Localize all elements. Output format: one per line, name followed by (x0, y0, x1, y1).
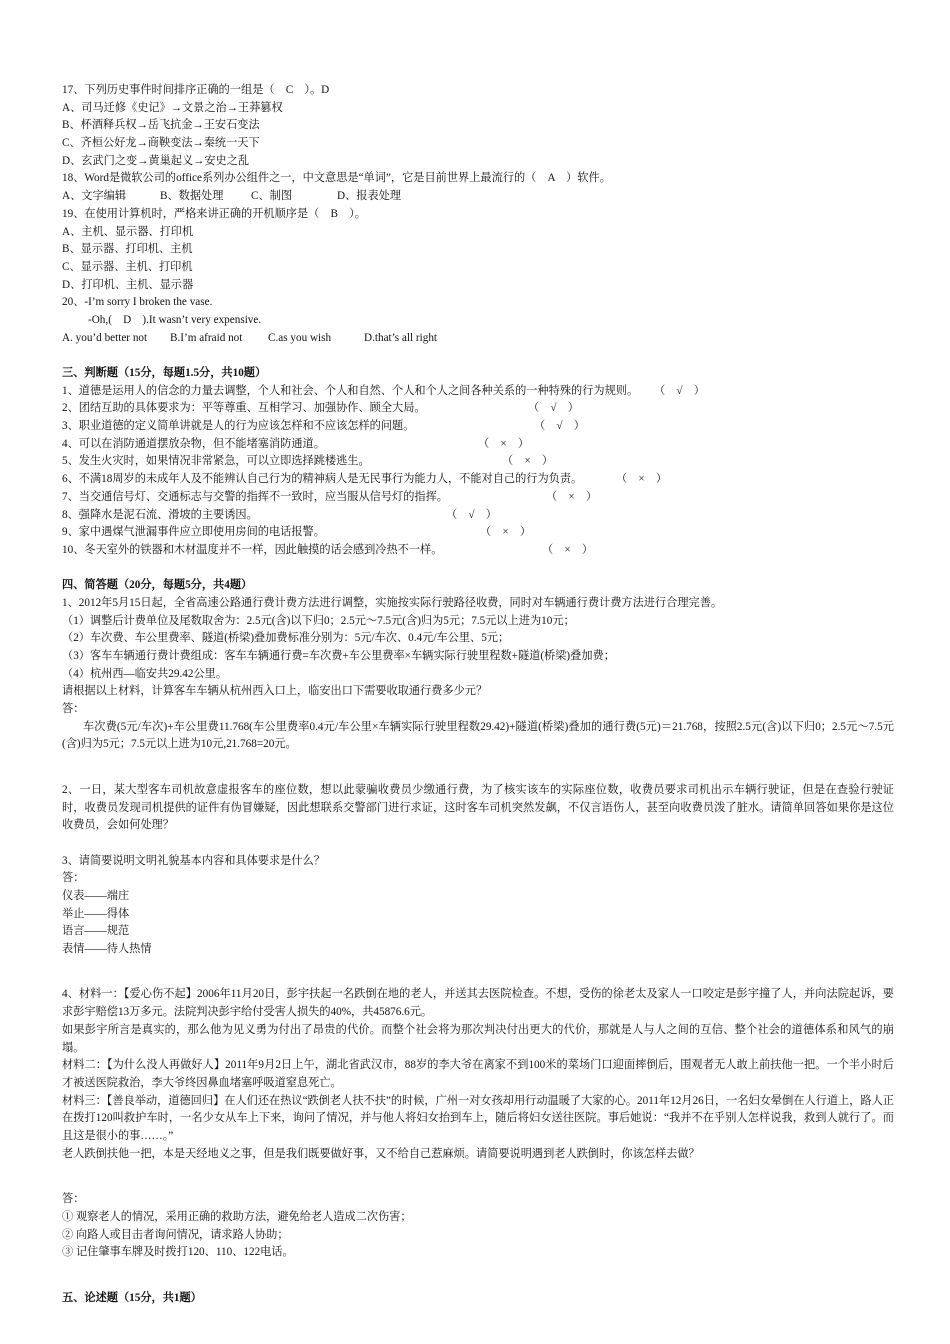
tf-mark: （ × ） (502, 455, 554, 468)
tf-item (62, 507, 894, 525)
tf-text: 10、冬天室外的铁器和木材温度并不一样，因此触摸的话会感到冷热不一样。 (62, 543, 443, 556)
q18-option-a: A、文字编辑 (62, 190, 127, 203)
tf-text: 9、家中遇煤气泄漏事件应立即使用房间的电话报警。 (62, 526, 325, 539)
s4-q4-material-3: 材料三：【善良举动，道德回归】在人们还在热议“跌倒老人扶不扶”的时候，广州一对女孩却用行动温暖了大家的心。2011年12月26日，一名妇女晕倒在人行道上，路人正在拨打120叫救护车时，一名少女从车上下来，询问了情况，并与他人将妇女抬到车上，随后将妇女送往医院。事后她说：“我并不在乎别人怎样说我，救到人就行了。而且这是很小的事……。” (62, 1094, 894, 1143)
s4-q1-point: （1）调整后计费单位及尾数取舍为：2.5元(含)以下归0；2.5元～7.5元(含)归为5元；7.5元以上进为10元； (62, 614, 575, 627)
s4-q1-point: （2）车次费、车公里费率、隧道(桥梁)叠加费标准分别为：5元/车次、0.4元/车公里、5元； (62, 632, 510, 645)
q18-options (62, 188, 894, 206)
s4-q4-answer: ③ 记住肇事车牌及时拨打120、110、122电话。 (62, 1246, 294, 1259)
q18-stem: 18、Word是微软公司的office系列办公组件之一，中文意思是“单词”，它是目前世界上最流行的（ A ）软件。 (62, 172, 611, 185)
tf-item (62, 436, 894, 454)
q19-option-a: A、主机、显示器、打印机 (62, 225, 194, 238)
s4-q3-answer: 举止——得体 (62, 907, 130, 920)
tf-text: 4、可以在消防通道摆放杂物，但不能堵塞消防通道。 (62, 437, 325, 450)
s4-q4-answer: ① 观察老人的情况，采用正确的救助方法，避免给老人造成二次伤害； (62, 1210, 412, 1223)
s4-q3-answer: 仪表——端庄 (62, 890, 130, 903)
s4-q1-point: （4）杭州西—临安共29.42公里。 (62, 667, 228, 680)
s4-q1-answer-label: 答： (62, 703, 85, 716)
q20-option-d: D.that’s all right (364, 331, 438, 344)
section5-title: 五、论述题（15分，共1题） (62, 1291, 202, 1304)
q19-option-d: D、打印机、主机、显示器 (62, 278, 194, 291)
s4-q4-material-1b: 如果彭宇所言是真实的，那么他为见义勇为付出了昂贵的代价。而整个社会将为那次判决付出更大的代价，那就是人与人之间的互信、整个社会的道德体系和风气的崩塌。 (62, 1023, 894, 1054)
document-page (62, 82, 894, 1307)
tf-text: 7、当交通信号灯、交通标志与交警的指挥不一致时，应当服从信号灯的指挥。 (62, 490, 448, 503)
q20-line2: -Oh,( D ).It wasn’t very expensive. (88, 313, 262, 326)
s4-q3-text: 3、请简要说明文明礼貌基本内容和具体要求是什么？ (62, 854, 325, 867)
q20-option-b: B.I’m afraid not (170, 331, 243, 344)
section4-title: 四、简答题（20分，每题5分，共4题） (62, 579, 253, 592)
q19-stem: 19、在使用计算机时，严格来讲正确的开机顺序是（ B ）。 (62, 207, 366, 220)
q17-option-c: C、齐桓公好龙→商鞅变法→秦统一天下 (62, 137, 260, 150)
q19-option-c: C、显示器、主机、打印机 (62, 260, 193, 273)
s4-q4-question: 老人跌倒扶他一把，本是天经地义之事，但是我们既要做好事，又不给自己惹麻烦。请简要说明遇到老人跌倒时，你该怎样去做？ (62, 1147, 700, 1160)
tf-mark: （ × ） (616, 473, 668, 486)
s4-q3-answer-label: 答： (62, 872, 85, 885)
q20-option-c: C.as you wish (268, 331, 332, 344)
s4-q1-question: 请根据以上材料，计算客车车辆从杭州西入口上，临安出口下需要收取通行费多少元？ (62, 685, 488, 698)
tf-item (62, 453, 894, 471)
s4-q4-material-1: 4、材料一：【爱心伤不起】2006年11月20日，彭宇扶起一名跌倒在地的老人，并送其去医院检查。不想，受伤的徐老太及家人一口咬定是彭宇撞了人，并向法院起诉，要求彭宇赔偿13万多元。法院判决彭宇给付受害人损失的40%，共45876.6元。 (62, 988, 894, 1019)
q17-stem: 17、下列历史事件时间排序正确的一组是（ C ）。D (62, 84, 330, 96)
tf-item (62, 383, 894, 401)
tf-text: 6、不满18周岁的未成年人及不能辨认自己行为的精神病人是无民事行为能力人，不能对自己的行为负责。 (62, 473, 583, 486)
s4-q1-point: （3）客车车辆通行费计费组成：客车车辆通行费=车次费+车公里费率×车辆实际行驶里程数+隧道(桥梁)叠加费； (62, 650, 615, 662)
tf-item (62, 400, 894, 418)
tf-item (62, 524, 894, 542)
q18-option-d: D、报表处理 (337, 190, 402, 203)
tf-item (62, 471, 894, 489)
q18-option-c: C、制图 (251, 190, 293, 203)
q20-options (62, 330, 894, 348)
section3-title: 三、判断题（15分，每题1.5分，共10题） (62, 367, 267, 379)
s4-q3-answer: 表情——待人热情 (62, 943, 152, 956)
q17-option-d: D、玄武门之变→黄巢起义→安史之乱 (62, 154, 250, 167)
q18-option-b: B、数据处理 (160, 190, 224, 203)
tf-mark: （ √ ） (654, 384, 705, 397)
tf-text: 2、团结互助的具体要求为：平等尊重、互相学习、加强协作、顾全大局。 (62, 402, 426, 415)
q20-stem: 20、-I’m sorry I broken the vase. (62, 296, 213, 309)
tf-mark: （ × ） (480, 526, 532, 539)
q19-option-b: B、显示器、打印机、主机 (62, 243, 193, 256)
tf-mark: （ × ） (542, 543, 594, 556)
s4-q2-text: 2、一日，某大型客车司机故意虚报客车的座位数，想以此蒙骗收费员少缴通行费，为了核实该车的实际座位数，收费员要求司机出示车辆行驶证，但是在查验行驶证时，收费员发现司机提供的证件有伪冒嫌疑，因此想联系交警部门进行求证，这时客车司机突然发飙，不仅言语伤人，甚至向收费员泼了脏水。请简单回答如果你是这位收费员，会如何处理？ (62, 783, 894, 832)
tf-mark: （ √ ） (446, 508, 497, 521)
q20-option-a: A. you’d better not (62, 331, 148, 344)
s4-q1-answer: 车次费(5元/车次)+车公里费11.768(车公里费率0.4元/车公里×车辆实际行驶里程数29.42)+隧道(桥梁)叠加的通行费(5元)＝21.768，按照2.5元(含)以下归0；2.5元～7.5元(含)归为5元；7.5元以上进为10元,21.768=20元。 (62, 720, 894, 751)
tf-mark: （ × ） (546, 490, 598, 503)
q17-option-a: A、司马迁修《史记》→文景之治→王莽篡权 (62, 101, 283, 114)
s4-q3-answer: 语言——规范 (62, 925, 130, 938)
tf-text: 5、发生火灾时，如果情况非常紧急，可以立即选择跳楼逃生。 (62, 455, 370, 468)
tf-mark: （ √ ） (528, 402, 579, 415)
s4-q4-answer-label: 答： (62, 1193, 85, 1206)
tf-mark: （ × ） (478, 437, 530, 450)
tf-text: 1、道德是运用人的信念的力量去调整，个人和社会、个人和自然、个人和个人之间各种关系的一种特殊的行为规则。 (62, 384, 639, 397)
q17-option-b: B、杯酒释兵权→岳飞抗金→王安石变法 (62, 119, 260, 132)
tf-item (62, 489, 894, 507)
tf-text: 3、职业道德的定义简单讲就是人的行为应该怎样和不应该怎样的问题。 (62, 420, 415, 433)
s4-q4-answer: ② 向路人或目击者询问情况，请求路人协助； (62, 1228, 289, 1241)
s4-q4-material-2: 材料二：【为什么没人再做好人】2011年9月2日上午，湖北省武汉市，88岁的李大爷在离家不到100米的菜场门口迎面摔倒后，围观者无人敢上前扶他一把。一个半小时后才被送医院救治，李大爷终因鼻血堵塞呼吸道窒息死亡。 (62, 1059, 894, 1089)
tf-item (62, 418, 894, 436)
tf-text: 8、强降水是泥石流、滑坡的主要诱因。 (62, 508, 258, 521)
s4-q1-intro: 1、2012年5月15日起，全省高速公路通行费计费方法进行调整，实施按实际行驶路径收费，同时对车辆通行费计费方法进行合理完善。 (62, 596, 723, 609)
tf-item (62, 542, 894, 560)
tf-mark: （ √ ） (534, 420, 585, 433)
